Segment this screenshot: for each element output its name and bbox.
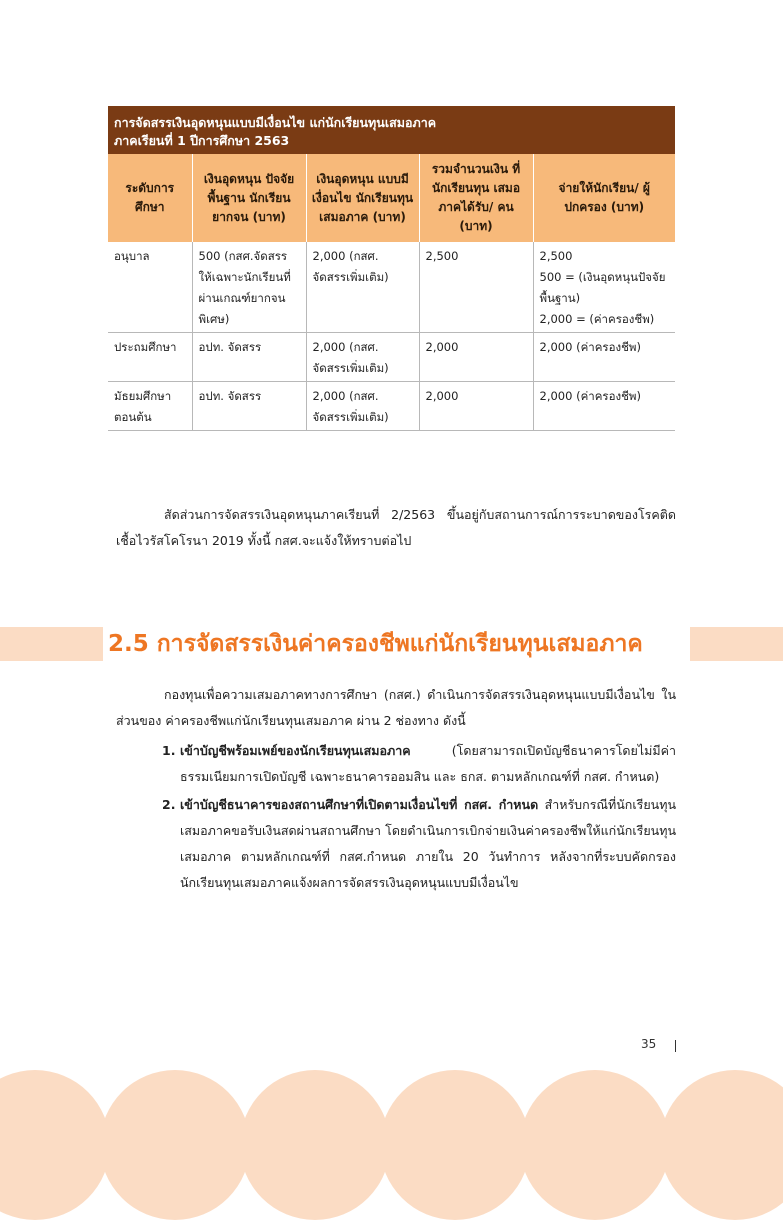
decorative-circle [380,1070,530,1220]
page-number-divider [675,1040,676,1052]
cell-paid-line: 2,000 = (ค่าครองชีพ) [539,312,655,326]
cell-total: 2,000 [419,382,533,431]
cell-paid-line: 500 = (เงินอุดหนุนปัจจัยพื้นฐาน) [539,270,666,305]
header-conditional-subsidy: เงินอุดหนุน แบบมีเงื่อนไข นักเรียนทุน เสมอภาค (บาท) [306,154,419,242]
heading-band-left [0,627,103,661]
cell-total: 2,000 [419,333,533,382]
cell-basic: อปท. จัดสรร [192,333,306,382]
channel-list [116,738,676,896]
table-note [116,502,676,554]
cell-paid: 2,000 (ค่าครองชีพ) [533,333,675,382]
cell-total: 2,500 [419,242,533,333]
cell-level: ประถมศึกษา [108,333,192,382]
list-item-heading: เข้าบัญชีพร้อมเพย์ของนักเรียนทุนเสมอภาค [180,743,411,758]
heading-band-right [690,627,783,661]
section-title: 2.5 การจัดสรรเงินค่าครองชีพแก่นักเรียนทุนเสมอภาค [108,631,643,657]
decorative-circle [660,1070,783,1220]
list-item-number: 2. [162,797,176,812]
header-total: รวมจำนวนเงิน ที่นักเรียนทุน เสมอภาคได้รับ/ คน (บาท) [419,154,533,242]
table-row [108,333,675,382]
cell-basic: อปท. จัดสรร [192,382,306,431]
cell-conditional: 2,000 (กสศ. จัดสรรเพิ่มเติม) [306,333,419,382]
table-title [108,106,675,154]
cell-paid-line: 2,500 [539,249,573,263]
cell-conditional: 2,000 (กสศ. จัดสรรเพิ่มเติม) [306,382,419,431]
decorative-circle [100,1070,250,1220]
page-number: 35 [641,1037,657,1051]
list-item-text: (โดยสามารถเปิดบัญชีธนาคารโดยไม่มีค่าธรรมเนียมการเปิดบัญชี เฉพาะธนาคารออมสิน และ ธกส. ตามหลักเกณฑ์ที่ กสศ. กำหนด) [180,743,676,784]
decorative-circle [520,1070,670,1220]
allocation-table [108,106,675,431]
decorative-circle [0,1070,110,1220]
cell-level: อนุบาล [108,242,192,333]
section-heading-band [0,627,783,661]
table-note-text: สัดส่วนการจัดสรรเงินอุดหนุนภาคเรียนที่ 2/2563 ขึ้นอยู่กับสถานการณ์การระบาดของโรคติดเชื้อไวรัสโคโรนา 2019 ทั้งนี้ กสศ.จะแจ้งให้ทราบต่อไป [116,507,676,548]
list-item-number: 1. [162,743,176,758]
cell-paid: 2,000 (ค่าครองชีพ) [533,382,675,431]
list-item [116,792,676,896]
header-level: ระดับการ ศึกษา [108,154,192,242]
cell-conditional: 2,000 (กสศ. จัดสรรเพิ่มเติม) [306,242,419,333]
list-item-text: สำหรับกรณีที่นักเรียนทุนเสมอภาคขอรับเงินสดผ่านสถานศึกษา โดยดำเนินการเบิกจ่ายเงินค่าครองชีพให้แก่นักเรียนทุนเสมอภาค ตามหลักเกณฑ์ที่ กสศ.กำหนด ภายใน 20 วันทำการ หลังจากที่ระบบคัดกรองนักเรียนทุนเสมอภาคแจ้งผลการจัดสรรเงินอุดหนุนแบบมีเงื่อนไข [180,797,676,890]
table-title-line1: การจัดสรรเงินอุดหนุนแบบมีเงื่อนไข แก่นักเรียนทุนเสมอภาค [114,115,437,130]
cell-paid [533,242,675,333]
cell-basic: 500 (กสศ.จัดสรรให้เฉพาะนักเรียนที่ผ่านเกณฑ์ยากจนพิเศษ) [192,242,306,333]
cell-level: มัธยมศึกษาตอนต้น [108,382,192,431]
header-basic-subsidy: เงินอุดหนุน ปัจจัยพื้นฐาน นักเรียนยากจน (บาท) [192,154,306,242]
table-row [108,242,675,333]
table-header-row [108,154,675,242]
decorative-circle [240,1070,390,1220]
header-paid-to: จ่ายให้นักเรียน/ ผู้ปกครอง (บาท) [533,154,675,242]
section-body [116,682,676,898]
section-intro: กองทุนเพื่อความเสมอภาคทางการศึกษา (กสศ.) ดำเนินการจัดสรรเงินอุดหนุนแบบมีเงื่อนไข ในส่วนของ ค่าครองชีพแก่นักเรียนทุนเสมอภาค ผ่าน 2 ช่องทาง ดังนี้ [116,687,676,728]
list-item-heading: เข้าบัญชีธนาคารของสถานศึกษาที่เปิดตามเงื่อนไขที่ กสศ. กำหนด [180,797,539,812]
table-row [108,382,675,431]
table-title-line2: ภาคเรียนที่ 1 ปีการศึกษา 2563 [114,133,290,148]
list-item [116,738,676,790]
